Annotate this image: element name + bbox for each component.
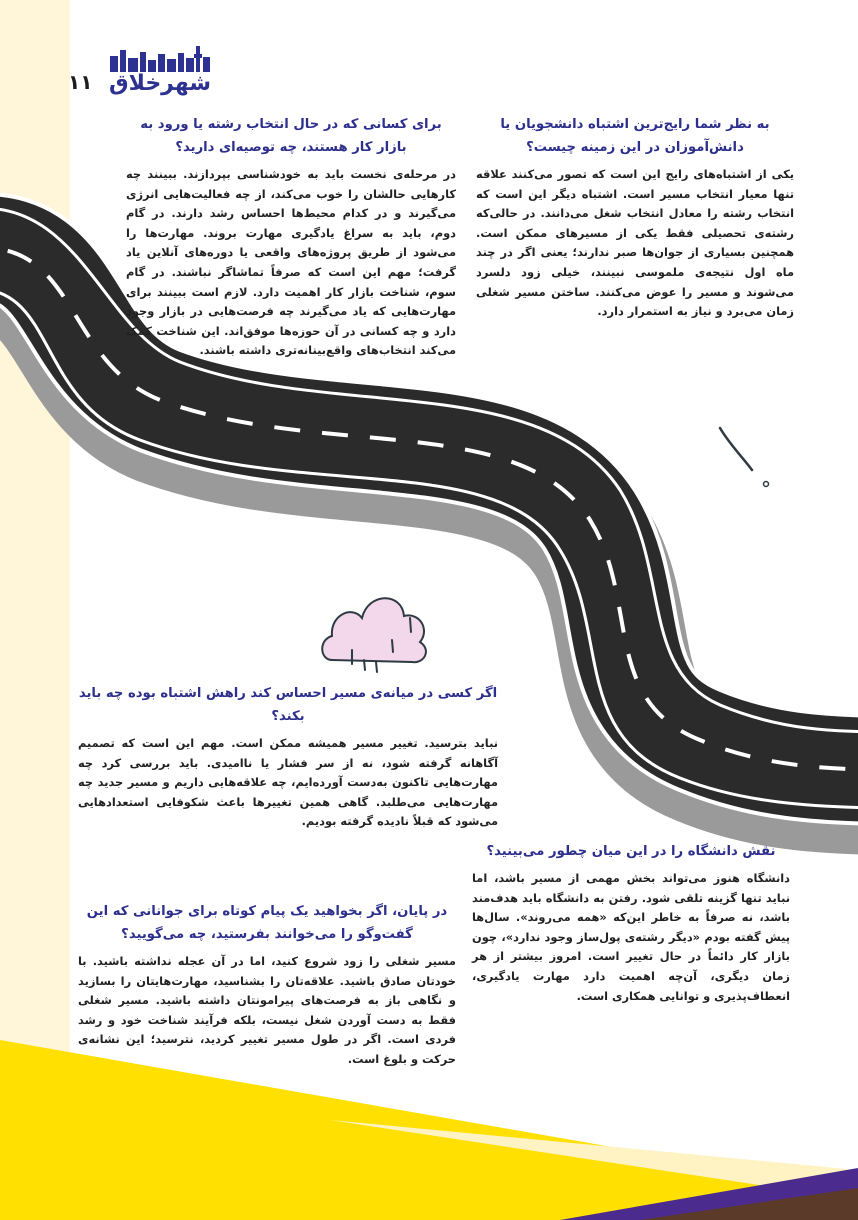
section-title: برای کسانی که در حال انتخاب رشته یا ورود به بازار کار هستند، چه توصیه‌ای دارید؟ [140,117,442,155]
section-title: نقش دانشگاه را در این میان چطور می‌بینید؟ [486,844,776,859]
section-body: مسیر شغلی را زود شروع کنید، اما در آن عجله نداشته باشید. با خودتان صادق باشید. علاقه‌تان را بشناسید، مهارت‌هایتان را بسازید و نگاهی باز به فرصت‌های پیرامونتان داشته باشید. مسیر شغلی فقط به دست آوردن شغل نیست، بلکه فرآیند شناخت خود و رشد فردی است. اگر در طول مسیر تغییر کردید، نترسید؛ این نشانه‌ی حرکت و بلوغ است. [78,954,456,1066]
section-advice [126,113,456,361]
section-body: نباید بترسید. تغییر مسیر همیشه ممکن است. مهم این است که تصمیم آگاهانه گرفته شود، نه از سر فشار یا ناامیدی. باید بررسی کرد چه مهارت‌هایی تاکنون به‌دست آورده‌ایم، چه علاقه‌هایی داریم و مسیر جدید چه مهارت‌هایی می‌طلبد. گاهی همین تغییرها باعث شکوفایی استعدادهایی می‌شود که قبلاً نادیده گرفته بودیم. [78,736,498,829]
section-title: به نظر شما رایج‌ترین اشتباه دانشجویان یا دانش‌آموزان در این زمینه چیست؟ [500,117,770,155]
section-university [472,840,790,1006]
swoosh-decoration [720,428,752,470]
dot-decoration [764,482,769,487]
section-title: اگر کسی در میانه‌ی مسیر احساس کند راهش اشتباه بوده چه باید بکند؟ [78,686,498,724]
page-number: ۱۱ [68,70,93,94]
cream-strip [0,0,70,1220]
section-wrong-path [78,682,498,832]
section-body: دانشگاه هنوز می‌تواند بخش مهمی از مسیر باشد، اما نباید تنها گزینه تلقی شود. رفتن به دانشگاه باید هدف‌مند باشد، نه صرفاً به خاطر این‌که «همه می‌روند». سال‌ها پیش گفته بودم «دیگر رشته‌ی پول‌ساز وجود ندارد»، چون بازار کار دائماً در حال تغییر است. امروز بیشتر از هر زمان دیگری، آن‌چه اهمیت دارد مهارت یادگیری، انعطاف‌پذیری و توانایی همکاری است. [472,871,790,1003]
logo-text: شهرخلاق [108,71,212,96]
section-body: یکی از اشتباه‌های رایج این است که تصور می‌کنند علاقه تنها معیار انتخاب مسیر است. اشتباه دیگر این است که انتخاب رشته را معادل انتخاب شغل می‌دانند. در حالی‌که رشته‌ی تحصیلی فقط یکی از مسیرهای ممکن است. همچنین بسیاری از جوان‌ها صبر ندارند؛ یعنی اگر در چند ماه اول نتیجه‌ی ملموسی نبینند، خیلی زود دلسرد می‌شوند و مسیر را عوض می‌کنند. ساختن مسیر شغلی زمان می‌برد و نیاز به استمرار دارد. [476,167,794,319]
magazine-logo [106,42,214,98]
section-message [78,900,456,1070]
section-body: در مرحله‌ی نخست باید به خودشناسی بپردازند. ببینند چه کارهایی حالشان را خوب می‌کند، از چه فعالیت‌هایی انرژی می‌گیرند و در کدام محیط‌ها احساس رشد دارند. در گام دوم، باید به سراغ یادگیری مهارت بروند. مهارت‌ها را می‌شود از طریق پروژه‌های واقعی یا دوره‌های آنلاین یاد گرفت؛ مهم این است که صرفاً تماشاگر نباشند. در گام سوم، شناخت بازار کار اهمیت دارد. لازم است ببینند برای مهارت‌هایی که یاد می‌گیرند چه فرصت‌هایی در بازار وجود دارد و چه کسانی در آن حوزه‌ها موفق‌اند. این شناخت کمک می‌کند انتخاب‌های واقع‌بینانه‌تری داشته باشند. [126,167,456,358]
section-mistake [476,113,794,322]
city-skyline-icon [106,42,214,72]
section-title: در پایان، اگر بخواهید یک پیام کوتاه برای جوانانی که این گفت‌وگو را می‌خوانند بفرستید، چه می‌گویید؟ [86,904,448,942]
